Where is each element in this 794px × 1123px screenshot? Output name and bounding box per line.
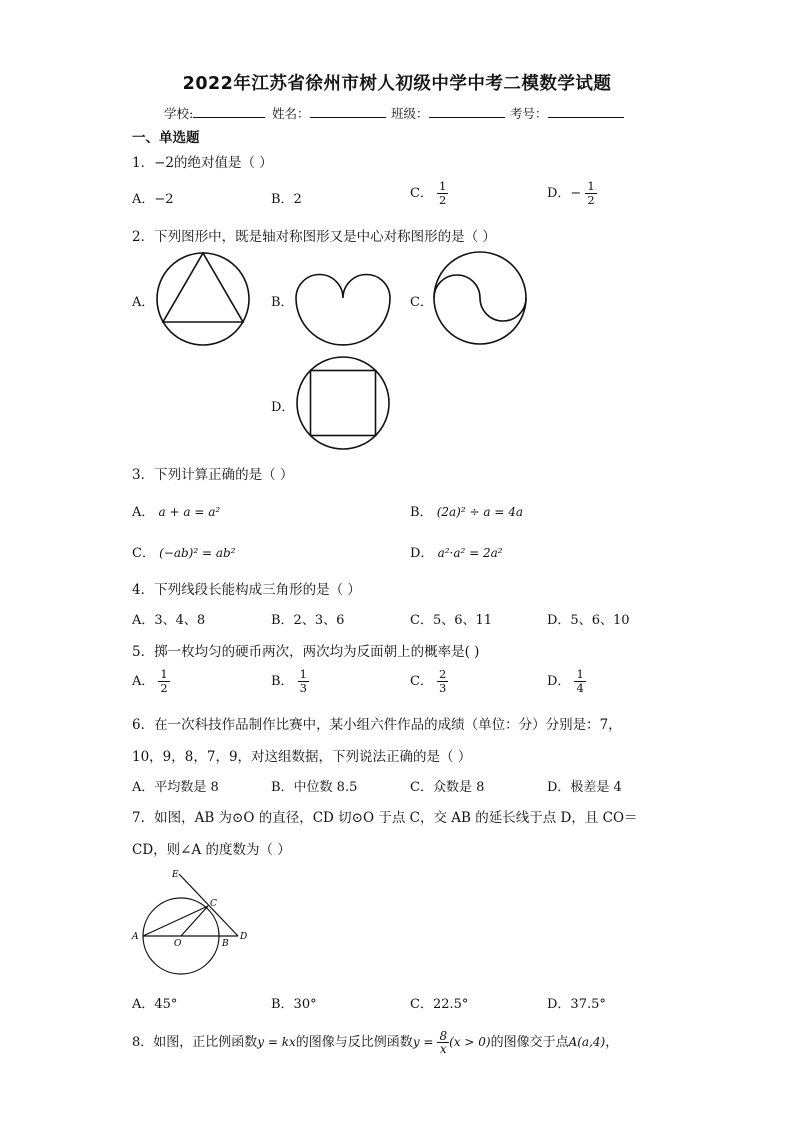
fraction: $\frac{1}{2}$ (587, 179, 595, 207)
q5-option-b: B． $\frac{1}{3}$ (271, 667, 307, 695)
class-field[interactable] (391, 104, 505, 122)
name-label: 姓名： (272, 106, 310, 121)
q7-option-d: D．37.5° (547, 997, 606, 1012)
q1-option-d: D．− $\frac{1}{2}$ (547, 179, 595, 207)
fig-label-b: B (222, 939, 229, 949)
q6-option-d: D．极差是 4 (547, 780, 622, 795)
q6-stem-line1: 6．在一次科技作品制作比赛中，某小组六件作品的成绩（单位：分）分别是：7， (132, 717, 622, 733)
q6-option-a: A．平均数是 8 (132, 780, 219, 795)
circle-heart-figure (293, 250, 393, 350)
class-label: 班级： (391, 106, 429, 121)
school-label: 学校: (164, 106, 194, 121)
q5-option-d: D． $\frac{1}{4}$ (547, 667, 584, 695)
circle-inscribed-square-figure (293, 355, 393, 455)
q3-stem: 3．下列计算正确的是（ ） (132, 467, 294, 483)
number-field[interactable] (510, 104, 624, 122)
q1-stem: 1．−2的绝对值是（ ） (132, 155, 273, 171)
class-blank[interactable] (429, 105, 505, 118)
circle-yinyang-figure (432, 250, 532, 350)
q5-option-c: C． $\frac{2}{3}$ (410, 667, 447, 695)
q2-stem: 2．下列图形中，既是轴对称图形又是中心对称图形的是（ ） (132, 229, 496, 245)
fig-label-e: E (172, 870, 179, 880)
q5-stem: 5．掷一枚均匀的硬币两次，两次均为反面朝上的概率是( ) (132, 644, 480, 660)
fig-label-a: A (132, 932, 139, 942)
q2-option-c: C． (410, 295, 433, 310)
q7-option-a: A．45° (132, 997, 178, 1012)
q2-option-b: B． (271, 295, 294, 310)
q7-option-b: B．30° (271, 997, 317, 1012)
q4-option-c: C．5、6、11 (410, 613, 493, 628)
q7-stem-line1: 7．如图，AB 为⊙O 的直径，CD 切⊙O 于点 C，交 AB 的延长线于点 D，且 CO＝ (132, 810, 638, 826)
name-blank[interactable] (310, 105, 386, 118)
fig-label-o: O (174, 939, 182, 949)
q1-option-b: B．2 (271, 192, 302, 207)
number-label: 考号： (510, 106, 548, 121)
q3-option-a: A． a + a = a² (132, 505, 221, 520)
number-blank[interactable] (548, 105, 624, 118)
page-title: 2022年江苏省徐州市树人初级中学中考二模数学试题 (182, 74, 612, 94)
q2-option-d: D． (271, 400, 295, 415)
q7-stem-line2: CD，则∠A 的度数为（ ） (132, 842, 291, 858)
circle-inscribed-triangle-figure (155, 250, 255, 350)
q8-stem: 8．如图，正比例函数y = kx的图像与反比例函数y = $\frac{8}{x}$ (x > 0)的图像交于点A(a,4)， (132, 1029, 619, 1056)
q7-option-c: C．22.5° (410, 997, 469, 1012)
q4-option-b: B．2、3、6 (271, 613, 345, 628)
fig-label-c: C (210, 899, 217, 909)
q4-stem: 4．下列线段长能构成三角形的是（ ） (132, 582, 361, 598)
q1-option-a: A．−2 (132, 192, 174, 207)
q6-stem-line2: 10，9，8，7，9，对这组数据，下列说法正确的是（ ） (132, 749, 472, 765)
fig-label-d: D (240, 932, 248, 942)
q6-option-b: B．中位数 8.5 (271, 780, 358, 795)
q1-option-c: C． $\frac{1}{2}$ (410, 179, 447, 207)
q3-option-b: B． (2a)² ÷ a = 4a (410, 505, 523, 520)
name-field[interactable] (272, 104, 386, 122)
q4-option-a: A．3、4、8 (132, 613, 206, 628)
school-field[interactable] (164, 104, 265, 122)
fraction: $\frac{1}{2}$ (438, 179, 447, 207)
circle-tangent-figure (128, 866, 258, 981)
q2-option-a: A． (132, 295, 155, 310)
q5-option-a: A． $\frac{1}{2}$ (132, 667, 168, 695)
q3-option-c: C． (−ab)² = ab² (132, 546, 236, 561)
q4-option-d: D．5、6、10 (547, 613, 630, 628)
q6-option-c: C．众数是 8 (410, 780, 485, 795)
section-heading: 一、单选题 (132, 130, 200, 146)
q3-option-d: D． a²·a² = 2a² (410, 546, 503, 561)
school-blank[interactable] (193, 105, 265, 118)
